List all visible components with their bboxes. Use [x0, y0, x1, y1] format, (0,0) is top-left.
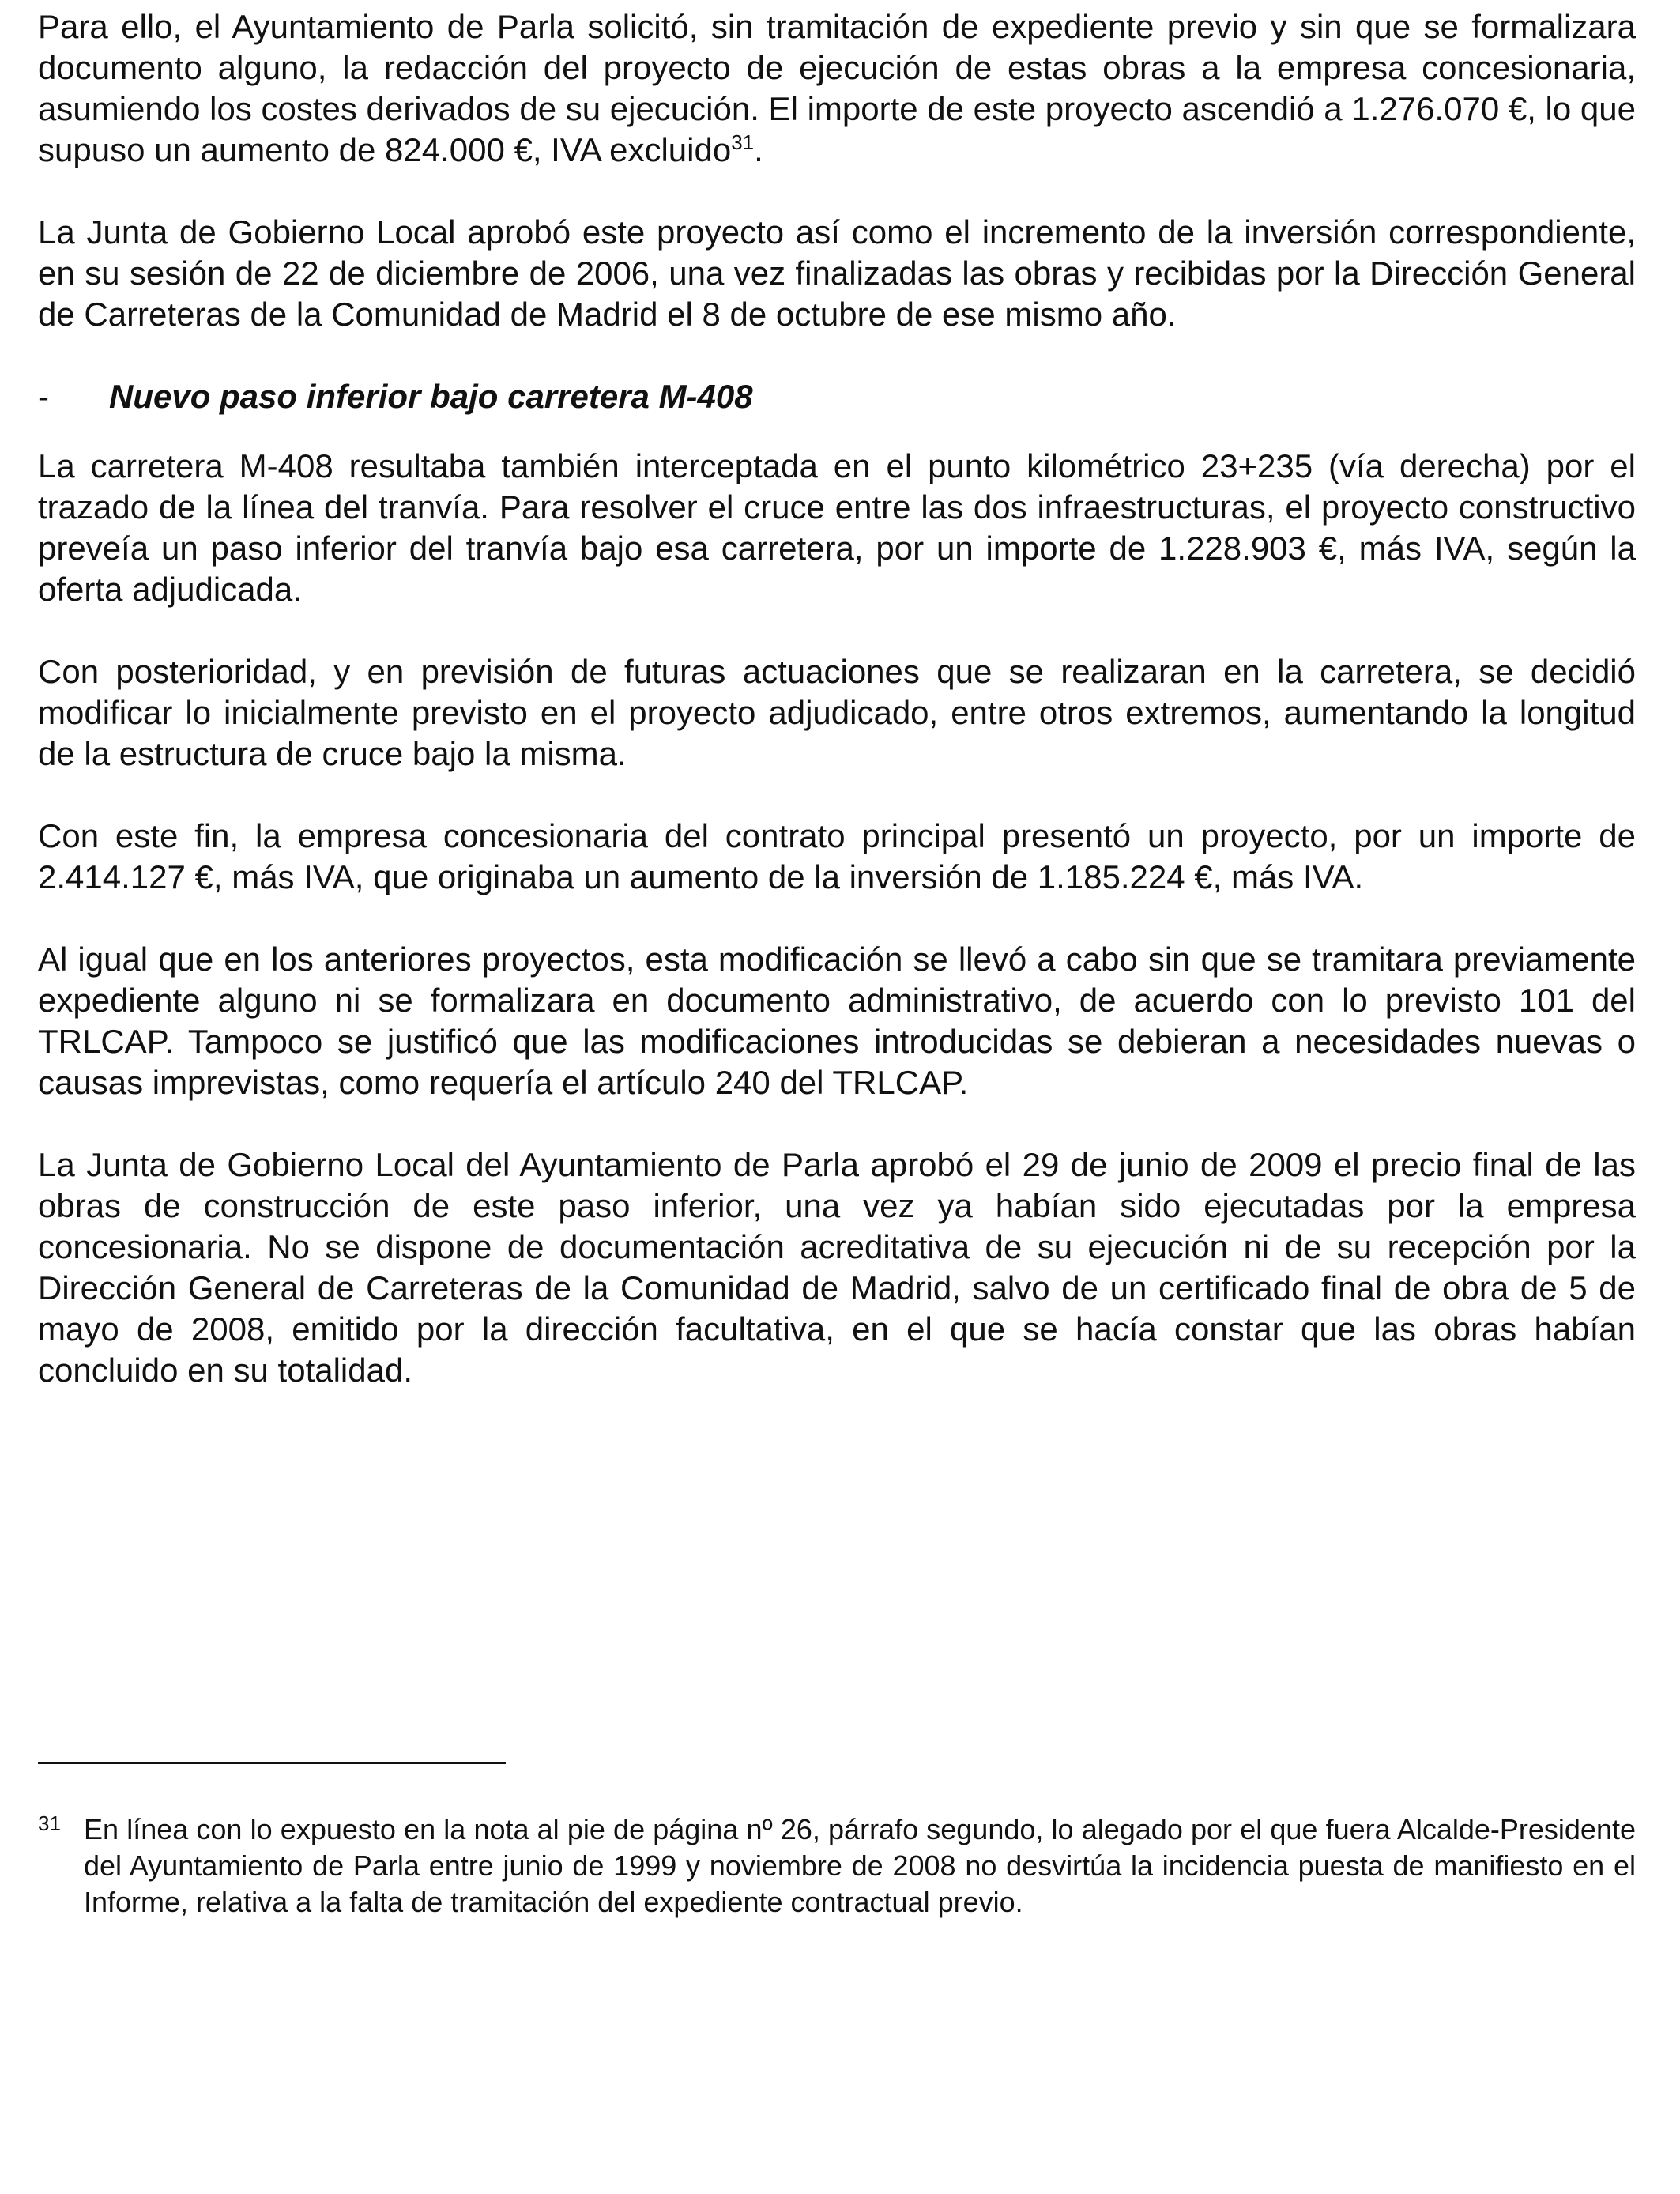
footnote-divider — [38, 1762, 506, 1764]
paragraph-project-request — [38, 6, 1636, 171]
footnote-text: En línea con lo expuesto en la nota al pie de página nº 26, párrafo segundo, lo alegado por el que fuera Alcalde-Presidente del Ayuntamiento de Parla entre junio de 1999 y noviembre de 2008 no desvirtúa la incidencia puesta de manifiesto en el Informe, relativa a la falta de tramitación del expediente contractual previo. — [84, 1813, 1636, 1918]
footnote-reference: 31 — [731, 130, 755, 154]
section-heading — [38, 376, 1636, 417]
paragraph-approval: La Junta de Gobierno Local aprobó este proyecto así como el incremento de la inversión correspondiente, en su sesión de 22 de diciembre de 2006, una vez finalizadas las obras y recibidas por la Dirección General de Carreteras de la Comunidad de Madrid el 8 de octubre de ese mismo año. — [38, 213, 1636, 333]
paragraph-m408-crossing: La carretera M-408 resultaba también interceptada en el punto kilométrico 23+235 (vía derecha) por el trazado de la línea del tranvía. Para resolver el cruce entre las dos infraestructuras, el proyecto constructivo preveía un paso inferior del tranvía bajo esa carretera, por un importe de 1.228.903 €, más IVA, según la oferta adjudicada. — [38, 447, 1636, 608]
paragraph-project-request-end: . — [754, 131, 763, 168]
paragraph-final-price: La Junta de Gobierno Local del Ayuntamiento de Parla aprobó el 29 de junio de 2009 el precio final de las obras de construcción de este paso inferior, una vez ya habían sido ejecutadas por la empresa concesionaria. No se dispone de documentación acreditativa de su ejecución ni de su recepción por la Dirección General de Carreteras de la Comunidad de Madrid, salvo de un certificado final de obra de 5 de mayo de 2008, emitido por la dirección facultativa, en el que se hacía constar que las obras habían concluido en su totalidad. — [38, 1146, 1636, 1389]
paragraph-new-project: Con este fin, la empresa concesionaria del contrato principal presentó un proyecto, por un importe de 2.414.127 €, más IVA, que originaba un aumento de la inversión de 1.185.224 €, más IVA. — [38, 817, 1636, 895]
paragraph-project-request-text: Para ello, el Ayuntamiento de Parla solicitó, sin tramitación de expediente previo y sin que se formalizara documento alguno, la redacción del proyecto de ejecución de estas obras a la empresa concesionaria, asumiendo los costes derivados de su ejecución. El importe de este proyecto ascendió a 1.276.070 €, lo que supuso un aumento de 824.000 €, IVA excluido — [38, 8, 1636, 168]
paragraph-no-procedure: Al igual que en los anteriores proyectos, esta modificación se llevó a cabo sin que se tramitara previamente expediente alguno ni se formalizara en documento administrativo, de acuerdo con lo previsto 101 del TRLCAP. Tampoco se justificó que las modificaciones introducidas se debieran a necesidades nuevas o causas imprevistas, como requería el artículo 240 del TRLCAP. — [38, 941, 1636, 1101]
heading-dash: - — [38, 378, 49, 415]
heading-title: Nuevo paso inferior bajo carretera M-408 — [109, 378, 753, 415]
footnote-number: 31 — [38, 1811, 61, 1835]
paragraph-modification: Con posterioridad, y en previsión de futuras actuaciones que se realizaran en la carretera, se decidió modificar lo inicialmente previsto en el proyecto adjudicado, entre otros extremos, aumentando la longitud de la estructura de cruce bajo la misma. — [38, 653, 1636, 772]
document-body — [38, 6, 1636, 1432]
footnote — [38, 1811, 1636, 1921]
